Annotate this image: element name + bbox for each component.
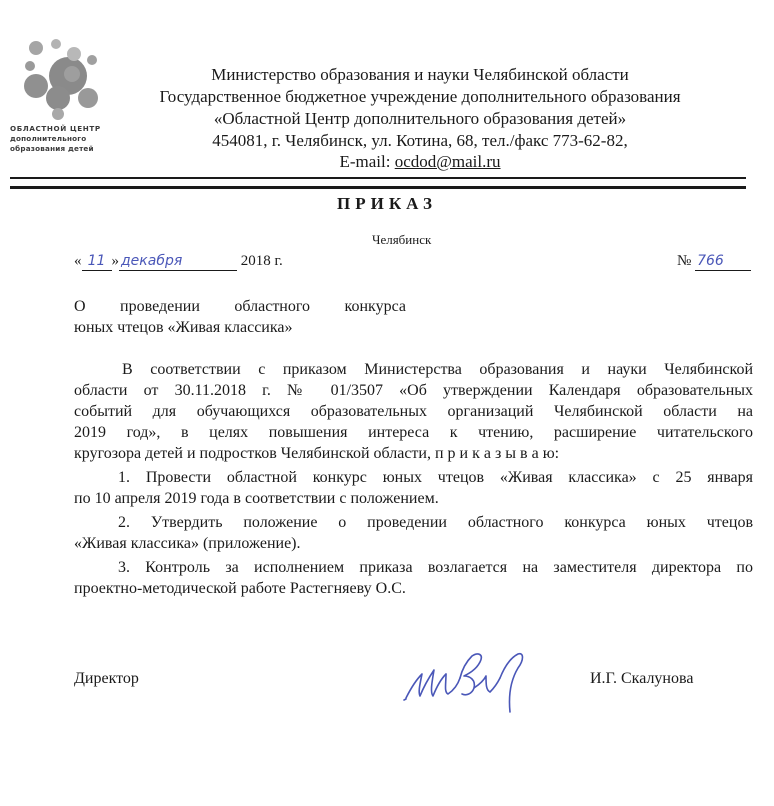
ministry-name: Министерство образования и науки Челябинской области	[211, 65, 629, 84]
order-item-3-line: проектно-методической работе Растегняеву О.С.	[74, 580, 406, 597]
letterhead-divider-bottom	[10, 186, 746, 189]
institution-type: Государственное бюджетное учреждение дополнительного образования	[159, 87, 681, 106]
preamble-line: области от 30.11.2018 г. № 01/3507 «Об утверждении Календаря образовательных	[74, 382, 753, 399]
date-day-field: 11	[82, 253, 112, 271]
logo-caption	[10, 124, 120, 154]
number-label: №	[677, 253, 692, 269]
signer-title: Директор	[74, 670, 139, 687]
subject-line: О проведении областного конкурса	[74, 298, 406, 315]
preamble-line: 2019 год», в целях повышения интереса к чтению, расширение читательского	[74, 424, 753, 441]
document-number	[677, 253, 751, 271]
ocdod-logo-icon	[14, 36, 114, 122]
preamble-line: В соответствии с приказом Министерства образования и науки Челябинской	[122, 361, 753, 378]
document-title: ПРИКАЗ	[337, 194, 437, 213]
email-label: E-mail:	[339, 152, 395, 171]
order-item-1-line: 1. Провести областной конкурс юных чтецов «Живая классика» с 25 января	[118, 469, 753, 486]
institution-name: «Областной Центр дополнительного образования детей»	[213, 109, 627, 128]
organization-logo	[10, 36, 120, 156]
email-link[interactable]: ocdod@mail.ru	[394, 152, 501, 171]
preamble-line: событий для обучающихся образовательных организаций Челябинской области на	[74, 403, 753, 420]
institution-address: 454081, г. Челябинск, ул. Котина, 68, тел./факс 773-62-82,	[212, 131, 628, 150]
order-item-2-line: «Живая классика» (приложение).	[74, 535, 301, 552]
number-field: 766	[695, 253, 751, 271]
signer-name: И.Г. Скалунова	[590, 670, 694, 687]
handwritten-signature-icon	[400, 640, 540, 725]
document-city: Челябинск	[372, 232, 432, 247]
date-open-quote: «	[74, 253, 82, 269]
subject-line: юных чтецов «Живая классика»	[74, 319, 293, 336]
letterhead-divider-top	[10, 177, 746, 179]
document-date	[74, 253, 283, 271]
date-close-quote: »	[111, 253, 119, 269]
date-month-field: декабря	[119, 253, 237, 271]
preamble-line: кругозора детей и подростков Челябинской области, п р и к а з ы в а ю:	[74, 445, 560, 462]
logo-caption-line: дополнительного	[10, 134, 87, 143]
logo-caption-line: образования детей	[10, 144, 94, 153]
order-item-1-line: по 10 апреля 2019 года в соответствии с положением.	[74, 490, 439, 507]
logo-caption-line: ОБЛАСТНОЙ ЦЕНТР	[10, 124, 101, 133]
order-item-3-line: 3. Контроль за исполнением приказа возлагается на заместителя директора по	[118, 559, 753, 576]
order-item-2-line: 2. Утвердить положение о проведении областного конкурса юных чтецов	[118, 514, 753, 531]
email-line	[120, 151, 720, 173]
date-year: 2018 г.	[240, 253, 283, 269]
